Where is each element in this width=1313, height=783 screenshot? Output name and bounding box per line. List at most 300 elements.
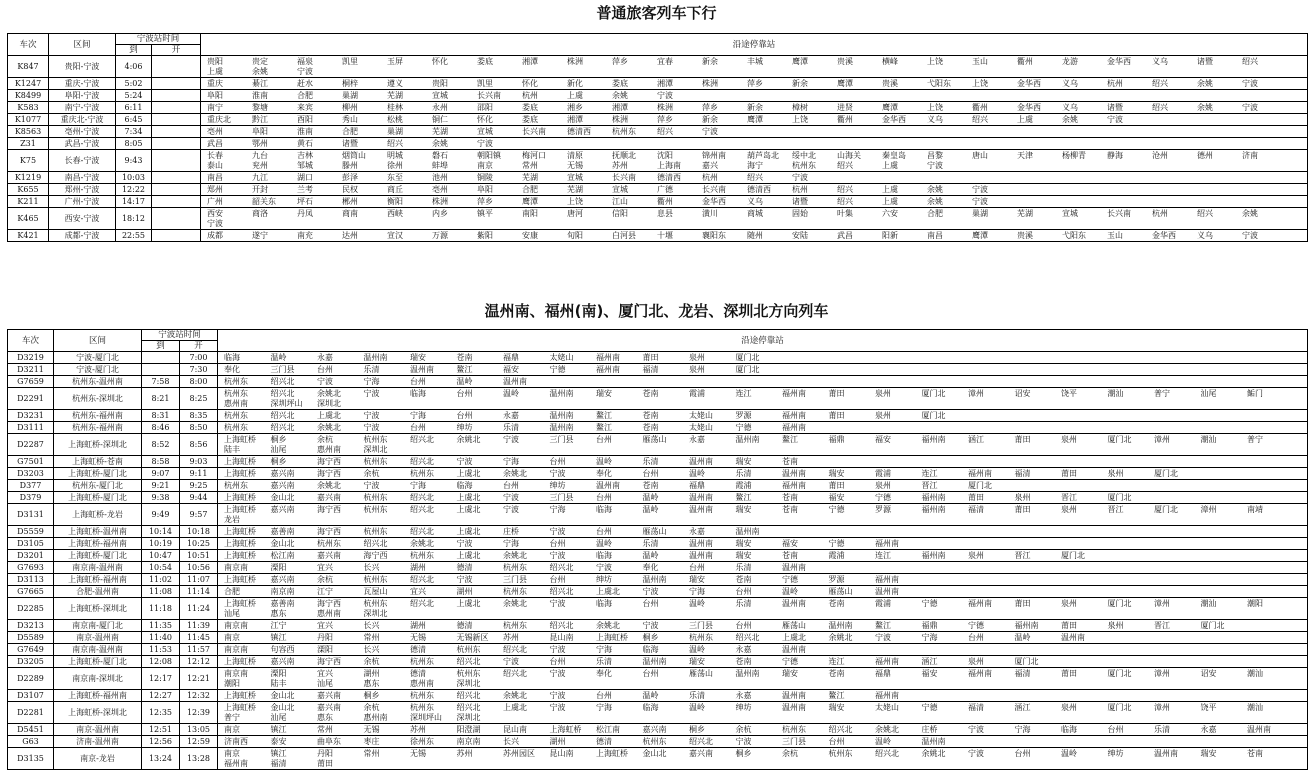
stop-station: 酉阳 bbox=[297, 114, 314, 124]
stop-station: 泉州 bbox=[1061, 434, 1078, 444]
stop-station: 杭州东 bbox=[782, 724, 807, 734]
stop-station: 玉山 bbox=[972, 56, 989, 66]
stop-station: 衢州 bbox=[657, 196, 674, 206]
stop-station: 乐清 bbox=[503, 422, 520, 432]
stop-station: 宁德 bbox=[875, 492, 892, 502]
train-number: G7659 bbox=[8, 376, 54, 388]
table-row bbox=[8, 550, 1308, 562]
stop-station: 上海虹桥 bbox=[224, 456, 257, 466]
stop-station: 厦门北 bbox=[1107, 492, 1132, 502]
arrive-time: 8:05 bbox=[116, 138, 152, 150]
stop-station: 合肥 bbox=[342, 126, 359, 136]
stop-station: 宁波 bbox=[549, 690, 566, 700]
train-number: D3135 bbox=[8, 748, 54, 770]
stop-station: 绍兴北 bbox=[735, 632, 760, 642]
arrive-time: 12:17 bbox=[142, 668, 180, 690]
stop-station: 温州南 bbox=[782, 702, 807, 712]
stop-station: 潮汕 bbox=[1107, 388, 1124, 398]
stops-cell bbox=[218, 724, 1308, 736]
stop-station: 深圳北 bbox=[456, 678, 481, 688]
stop-station: 宁波 bbox=[1242, 78, 1259, 88]
stop-station: 镇江 bbox=[270, 632, 287, 642]
stop-station: 厦门北 bbox=[1061, 550, 1086, 560]
stop-station: 台州 bbox=[549, 656, 566, 666]
stop-station: 绅坊 bbox=[735, 702, 752, 712]
stop-station: 东至 bbox=[387, 172, 404, 182]
stop-station: 诸暨 bbox=[792, 196, 809, 206]
stop-station: 临海 bbox=[596, 550, 613, 560]
arrive-time: 12:27 bbox=[142, 690, 180, 702]
stop-station: 福州南 bbox=[596, 364, 621, 374]
table-row bbox=[8, 184, 1308, 196]
timetable-downbound bbox=[7, 33, 1308, 242]
stop-station: 绍兴北 bbox=[875, 748, 900, 758]
stop-station: 武昌 bbox=[837, 230, 854, 240]
arrive-time: 8:52 bbox=[142, 434, 180, 456]
stop-station: 莆田 bbox=[317, 758, 334, 768]
stop-station: 镇平 bbox=[477, 208, 494, 218]
stop-station: 上虞北 bbox=[456, 504, 481, 514]
stop-station: 南京 bbox=[477, 160, 494, 170]
stop-station: 桐乡 bbox=[642, 632, 659, 642]
stop-station: 苍南 bbox=[735, 574, 752, 584]
stop-station: 南京南 bbox=[224, 668, 249, 678]
stop-station: 临海 bbox=[642, 702, 659, 712]
stops-cell bbox=[201, 184, 1308, 196]
stop-station: 松江南 bbox=[270, 550, 295, 560]
stop-station: 杭州 bbox=[792, 184, 809, 194]
stop-station: 温州南 bbox=[782, 598, 807, 608]
train-number: D379 bbox=[8, 492, 54, 504]
stop-station: 绍兴 bbox=[837, 184, 854, 194]
depart-time: 8:00 bbox=[180, 376, 218, 388]
table-row bbox=[8, 422, 1308, 434]
stop-station: 乐清 bbox=[596, 656, 613, 666]
stop-station: 永嘉 bbox=[1200, 724, 1217, 734]
table-row bbox=[8, 598, 1308, 620]
depart-time bbox=[152, 56, 201, 78]
stop-station: 贵阳 bbox=[432, 78, 449, 88]
stop-station: 绍兴北 bbox=[503, 644, 528, 654]
stop-station: 衢州 bbox=[837, 114, 854, 124]
stop-station: 嘉兴南 bbox=[270, 656, 295, 666]
stop-station: 乐清 bbox=[642, 538, 659, 548]
stops-cell bbox=[218, 644, 1308, 656]
stop-station: 龙游 bbox=[1062, 56, 1079, 66]
stop-station: 晋江 bbox=[1154, 620, 1171, 630]
stop-station: 余姚北 bbox=[921, 748, 946, 758]
arrive-time bbox=[142, 352, 180, 364]
stops-cell bbox=[218, 434, 1308, 456]
stop-station: 海宁西 bbox=[317, 504, 342, 514]
stop-station: 余姚 bbox=[432, 138, 449, 148]
stop-station: 长兴 bbox=[363, 644, 380, 654]
stop-station: 泉州 bbox=[875, 388, 892, 398]
stop-station: 厦门北 bbox=[1107, 598, 1132, 608]
stop-station: 株洲 bbox=[432, 196, 449, 206]
stop-station: 余姚 bbox=[1242, 208, 1259, 218]
stop-station: 苍南 bbox=[642, 422, 659, 432]
stop-station: 黄石 bbox=[297, 138, 314, 148]
train-number: K583 bbox=[8, 102, 49, 114]
stop-station: 杭州东 bbox=[503, 620, 528, 630]
stop-station: 漳州 bbox=[1154, 668, 1171, 678]
stop-station: 嘉兴南 bbox=[317, 492, 342, 502]
stop-station: 鳌江 bbox=[596, 422, 613, 432]
stops-cell bbox=[201, 208, 1308, 230]
stop-station: 曲阜东 bbox=[317, 736, 342, 746]
stop-station: 宁海 bbox=[689, 586, 706, 596]
stop-station: 鄂州 bbox=[252, 138, 269, 148]
stop-station: 瑞安 bbox=[735, 504, 752, 514]
stop-station: 鹰潭 bbox=[882, 102, 899, 112]
table-row bbox=[8, 230, 1308, 242]
stop-station: 息县 bbox=[657, 208, 674, 218]
stop-station: 义乌 bbox=[1062, 102, 1079, 112]
stops-cell bbox=[201, 90, 1308, 102]
stop-station: 莆田 bbox=[828, 480, 845, 490]
train-number: K421 bbox=[8, 230, 49, 242]
stop-station: 台州 bbox=[735, 586, 752, 596]
depart-time bbox=[152, 90, 201, 102]
stop-station: 福州南 bbox=[875, 538, 900, 548]
stop-station: 乐清 bbox=[735, 562, 752, 572]
stop-station: 温岭 bbox=[642, 504, 659, 514]
stop-station: 萍乡 bbox=[747, 78, 764, 88]
stop-station: 漳州 bbox=[1200, 504, 1217, 514]
stop-station: 杨柳青 bbox=[1062, 150, 1087, 160]
stop-station: 绍兴北 bbox=[270, 388, 295, 398]
stop-station: 福州南 bbox=[782, 480, 807, 490]
stop-station: 滕州 bbox=[342, 160, 359, 170]
depart-time bbox=[152, 138, 201, 150]
stop-station: 雁荡山 bbox=[642, 526, 667, 536]
arrive-time: 9:38 bbox=[142, 492, 180, 504]
table-row bbox=[8, 574, 1308, 586]
stop-station: 南昌 bbox=[207, 172, 224, 182]
stop-station: 烟筒山 bbox=[342, 150, 367, 160]
stop-station: 绅坊 bbox=[456, 422, 473, 432]
depart-time: 9:25 bbox=[180, 480, 218, 492]
stop-station: 徐州东 bbox=[410, 736, 435, 746]
stop-station: 杭州东 bbox=[363, 456, 388, 466]
stop-station: 天津 bbox=[1017, 150, 1034, 160]
header-depart: 开 bbox=[180, 341, 218, 352]
stop-station: 饶平 bbox=[1200, 702, 1217, 712]
stop-station: 九台 bbox=[252, 150, 269, 160]
stop-station: 济南西 bbox=[224, 736, 249, 746]
stop-station: 温州南 bbox=[549, 410, 574, 420]
depart-time: 11:45 bbox=[180, 632, 218, 644]
stop-station: 宁波 bbox=[875, 632, 892, 642]
table-row bbox=[8, 172, 1308, 184]
stop-station: 饶平 bbox=[1061, 388, 1078, 398]
table-row bbox=[8, 138, 1308, 150]
section: 南京南-深圳北 bbox=[54, 668, 142, 690]
stop-station: 瑞安 bbox=[596, 388, 613, 398]
stop-station: 金华西 bbox=[1017, 102, 1042, 112]
stop-station: 温岭 bbox=[596, 456, 613, 466]
stop-station: 金华西 bbox=[702, 196, 727, 206]
stop-station: 湖州 bbox=[410, 562, 427, 572]
stop-station: 上虞北 bbox=[456, 598, 481, 608]
depart-time: 11:57 bbox=[180, 644, 218, 656]
stop-station: 余姚 bbox=[1197, 78, 1214, 88]
train-number: D3201 bbox=[8, 550, 54, 562]
stop-station: 罗源 bbox=[828, 574, 845, 584]
stop-station: 苍南 bbox=[642, 480, 659, 490]
stop-station: 温州南 bbox=[735, 526, 760, 536]
section: 郑州-宁波 bbox=[49, 184, 116, 196]
stop-station: 宁波 bbox=[549, 468, 566, 478]
stop-station: 綦江 bbox=[252, 78, 269, 88]
stop-station: 无锡 bbox=[410, 632, 427, 642]
stop-station: 绍兴北 bbox=[456, 656, 481, 666]
stop-station: 阜阳 bbox=[252, 126, 269, 136]
stop-station: 宁波 bbox=[735, 736, 752, 746]
depart-time bbox=[152, 172, 201, 184]
stop-station: 兖州 bbox=[252, 160, 269, 170]
stops-cell bbox=[201, 230, 1308, 242]
stops-cell bbox=[218, 352, 1308, 364]
section: 西安-宁波 bbox=[49, 208, 116, 230]
stop-station: 锦州南 bbox=[702, 150, 727, 160]
depart-time: 11:07 bbox=[180, 574, 218, 586]
stop-station: 上虞 bbox=[882, 196, 899, 206]
table-row bbox=[8, 690, 1308, 702]
stop-station: 厦门北 bbox=[1014, 656, 1039, 666]
stop-station: 上海虹桥 bbox=[224, 690, 257, 700]
stop-station: 昆山南 bbox=[549, 748, 574, 758]
section: 南京南-温州南 bbox=[54, 562, 142, 574]
stop-station: 诸暨 bbox=[342, 138, 359, 148]
stop-station: 上虞 bbox=[1017, 114, 1034, 124]
stop-station: 泰山 bbox=[207, 160, 224, 170]
stop-station: 余姚 bbox=[612, 90, 629, 100]
stop-station: 娄底 bbox=[477, 56, 494, 66]
stop-station: 芜湖 bbox=[387, 90, 404, 100]
section: 南京-温州南 bbox=[54, 632, 142, 644]
stop-station: 台州 bbox=[642, 598, 659, 608]
stops-cell bbox=[218, 574, 1308, 586]
stop-station: 宁波 bbox=[792, 172, 809, 182]
stop-station: 太姥山 bbox=[689, 422, 714, 432]
stop-station: 汕尾 bbox=[224, 608, 241, 618]
stop-station: 涵江 bbox=[1014, 702, 1031, 712]
stop-station: 绍兴北 bbox=[549, 562, 574, 572]
stop-station: 温州南 bbox=[828, 620, 853, 630]
stop-station: 厦门北 bbox=[921, 388, 946, 398]
section: 宁波-厦门北 bbox=[54, 364, 142, 376]
stop-station: 福安 bbox=[782, 538, 799, 548]
stop-station: 漳州 bbox=[1154, 702, 1171, 712]
stop-station: 德州 bbox=[1197, 150, 1214, 160]
stop-station: 嘉兴南 bbox=[317, 550, 342, 560]
train-number: D3107 bbox=[8, 690, 54, 702]
stop-station: 宁波 bbox=[503, 434, 520, 444]
stop-station: 上海虹桥 bbox=[224, 598, 257, 608]
stop-station: 湖口 bbox=[297, 172, 314, 182]
stop-station: 贵溪 bbox=[837, 56, 854, 66]
stop-station: 临海 bbox=[596, 504, 613, 514]
stop-station: 金山北 bbox=[270, 538, 295, 548]
stop-station: 杭州东 bbox=[224, 422, 249, 432]
stop-station: 福州南 bbox=[968, 668, 993, 678]
stop-station: 西安 bbox=[207, 208, 224, 218]
stop-station: 义乌 bbox=[1062, 78, 1079, 88]
stop-station: 庄桥 bbox=[921, 724, 938, 734]
stop-station: 绅坊 bbox=[1107, 748, 1124, 758]
stop-station: 太姥山 bbox=[689, 410, 714, 420]
stop-station: 罗源 bbox=[735, 410, 752, 420]
stop-station: 罗源 bbox=[875, 504, 892, 514]
stop-station: 义乌 bbox=[927, 114, 944, 124]
stop-station: 临海 bbox=[410, 388, 427, 398]
stop-station: 上海虹桥 bbox=[224, 504, 257, 514]
stop-station: 苍南 bbox=[828, 598, 845, 608]
stop-station: 苏州 bbox=[456, 748, 473, 758]
section: 贵阳-宁波 bbox=[49, 56, 116, 78]
stop-station: 邵阳 bbox=[477, 102, 494, 112]
stop-station: 温州南 bbox=[689, 492, 714, 502]
stop-station: 杭州东 bbox=[363, 574, 388, 584]
stop-station: 杭州东 bbox=[410, 550, 435, 560]
stop-station: 三门县 bbox=[503, 574, 528, 584]
stop-station: 宁波 bbox=[549, 668, 566, 678]
train-number: D2281 bbox=[8, 702, 54, 724]
depart-time: 10:18 bbox=[180, 526, 218, 538]
stop-station: 宁波 bbox=[456, 574, 473, 584]
stop-station: 商南 bbox=[342, 208, 359, 218]
stop-station: 绍兴北 bbox=[456, 690, 481, 700]
stops-cell bbox=[218, 598, 1308, 620]
stop-station: 苍南 bbox=[642, 410, 659, 420]
train-number: D5559 bbox=[8, 526, 54, 538]
stop-station: 宁波 bbox=[363, 388, 380, 398]
stop-station: 太姥山 bbox=[549, 352, 574, 362]
arrive-time: 11:02 bbox=[142, 574, 180, 586]
stop-station: 嘉兴南 bbox=[317, 702, 342, 712]
train-number: G63 bbox=[8, 736, 54, 748]
stop-station: 上海虹桥 bbox=[224, 538, 257, 548]
section: 杭州东-厦门北 bbox=[54, 480, 142, 492]
stop-station: 昌黎 bbox=[927, 150, 944, 160]
stop-station: 台州 bbox=[456, 388, 473, 398]
stop-station: 弋阳东 bbox=[1062, 230, 1087, 240]
stop-station: 宣城 bbox=[612, 184, 629, 194]
stop-station: 南京南 bbox=[224, 562, 249, 572]
stop-station: 温州南 bbox=[782, 644, 807, 654]
stop-station: 来宾 bbox=[297, 102, 314, 112]
stop-station: 厦门北 bbox=[1107, 702, 1132, 712]
stops-cell bbox=[218, 690, 1308, 702]
stop-station: 秦皇岛 bbox=[882, 150, 907, 160]
stop-station: 温岭 bbox=[782, 586, 799, 596]
stop-station: 温州南 bbox=[782, 468, 807, 478]
stop-station: 柳州 bbox=[342, 102, 359, 112]
stop-station: 西峡 bbox=[387, 208, 404, 218]
stop-station: 横峰 bbox=[882, 56, 899, 66]
stop-station: 南京 bbox=[224, 632, 241, 642]
stop-station: 温岭 bbox=[642, 690, 659, 700]
depart-time: 9:03 bbox=[180, 456, 218, 468]
stop-station: 莆田 bbox=[1014, 434, 1031, 444]
stops-cell bbox=[218, 736, 1308, 748]
stop-station: 长春 bbox=[207, 150, 224, 160]
stop-station: 苍南 bbox=[782, 550, 799, 560]
stop-station: 娄底 bbox=[612, 78, 629, 88]
stop-station: 潮阳 bbox=[1247, 598, 1264, 608]
depart-time: 8:25 bbox=[180, 388, 218, 410]
stop-station: 台州 bbox=[1107, 724, 1124, 734]
section: 上海虹桥-苍南 bbox=[54, 456, 142, 468]
depart-time: 8:50 bbox=[180, 422, 218, 434]
stop-station: 永嘉 bbox=[735, 690, 752, 700]
table-row bbox=[8, 196, 1308, 208]
stop-station: 金华西 bbox=[882, 114, 907, 124]
depart-time: 13:28 bbox=[180, 748, 218, 770]
train-number: D3213 bbox=[8, 620, 54, 632]
table-row bbox=[8, 644, 1308, 656]
stop-station: 杭州东 bbox=[224, 376, 249, 386]
stop-station: 绍兴北 bbox=[410, 504, 435, 514]
train-number: D3203 bbox=[8, 468, 54, 480]
table-row bbox=[8, 748, 1308, 770]
section: 合肥-温州南 bbox=[54, 586, 142, 598]
stop-station: 长兴 bbox=[503, 736, 520, 746]
stop-station: 泉州 bbox=[968, 656, 985, 666]
stops-cell bbox=[218, 504, 1308, 526]
header-stops: 沿途停靠站 bbox=[201, 34, 1308, 56]
table-row bbox=[8, 126, 1308, 138]
stop-station: 镇江 bbox=[270, 724, 287, 734]
section: 阜阳-宁波 bbox=[49, 90, 116, 102]
stop-station: 上虞 bbox=[882, 160, 899, 170]
stop-station: 鲘门 bbox=[1247, 388, 1264, 398]
stop-station: 台州 bbox=[1014, 748, 1031, 758]
stop-station: 赶水 bbox=[297, 78, 314, 88]
stop-station: 瑞安 bbox=[735, 456, 752, 466]
train-number: D3111 bbox=[8, 422, 54, 434]
train-number: K1247 bbox=[8, 78, 49, 90]
arrive-time: 6:45 bbox=[116, 114, 152, 126]
stop-station: 句容西 bbox=[270, 644, 295, 654]
stop-station: 三门县 bbox=[549, 492, 574, 502]
stop-station: 德清西 bbox=[747, 184, 772, 194]
stop-station: 温岭 bbox=[689, 598, 706, 608]
stop-station: 徐州 bbox=[387, 160, 404, 170]
depart-time bbox=[152, 102, 201, 114]
stop-station: 湘潭 bbox=[657, 78, 674, 88]
train-number: G7501 bbox=[8, 456, 54, 468]
train-number: D3211 bbox=[8, 364, 54, 376]
arrive-time: 11:40 bbox=[142, 632, 180, 644]
stop-station: 永嘉 bbox=[317, 352, 334, 362]
table-row bbox=[8, 456, 1308, 468]
stop-station: 余姚北 bbox=[503, 598, 528, 608]
stop-station: 昆山南 bbox=[503, 724, 528, 734]
stop-station: 怀化 bbox=[432, 56, 449, 66]
stop-station: 宁波 bbox=[596, 562, 613, 572]
stop-station: 宁海 bbox=[921, 632, 938, 642]
depart-time bbox=[152, 230, 201, 242]
table-row bbox=[8, 352, 1308, 364]
stop-station: 秀山 bbox=[342, 114, 359, 124]
stop-station: 福州南 bbox=[1014, 620, 1039, 630]
stop-station: 温州南 bbox=[782, 562, 807, 572]
stop-station: 嘉善南 bbox=[270, 526, 295, 536]
table-row bbox=[8, 410, 1308, 422]
